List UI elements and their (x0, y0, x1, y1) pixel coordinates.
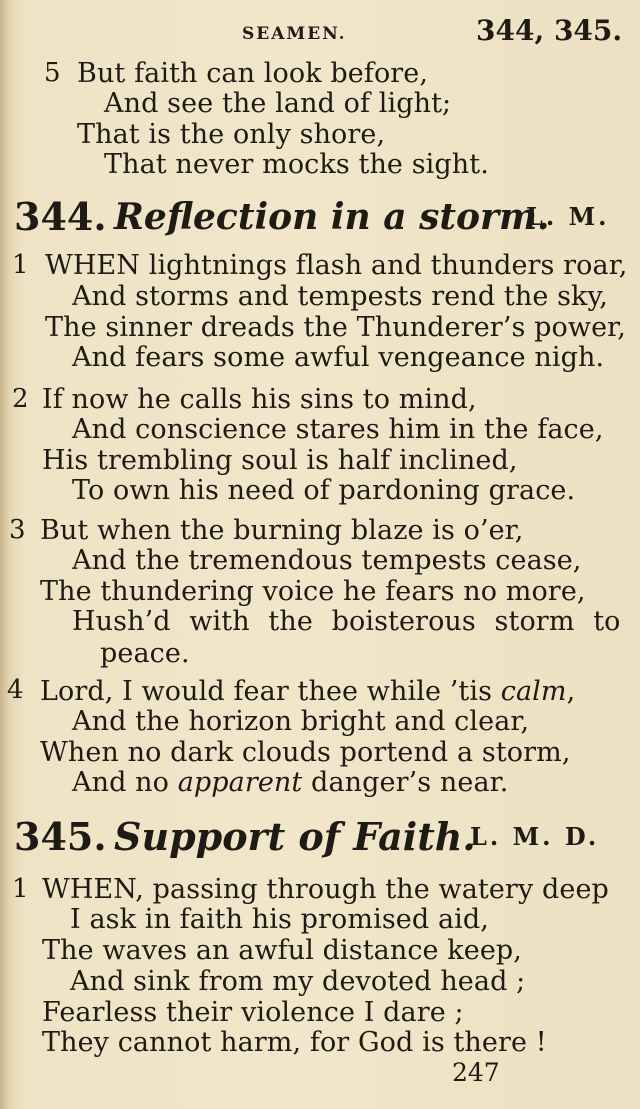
verse-text: , (566, 676, 576, 707)
verse-line: They cannot harm, for God is there ! (42, 1027, 547, 1058)
verse-line: To own his need of pardoning grace. (72, 475, 576, 506)
verse-line: That never mocks the sight. (104, 149, 489, 180)
verse-line: That is the only shore, (77, 119, 386, 150)
verse-line: The thundering voice he fears no more, (40, 576, 586, 607)
hymn-number: 344. (14, 194, 107, 239)
verse-line: And see the land of light; (104, 88, 452, 119)
verse-line: The sinner dreads the Thunderer’s power, (45, 312, 626, 343)
verse-line: WHEN, passing through the watery deep (42, 874, 609, 905)
verse-line: And the tremendous tempests cease, (72, 545, 582, 576)
verse-line: And the horizon bright and clear, (72, 706, 530, 737)
header-hymn-numbers: 344, 345. (476, 14, 623, 47)
verse-line: If now he calls his sins to mind, (42, 384, 477, 415)
stanza-number: 4 (7, 675, 24, 705)
verse-line: His trembling soul is half inclined, (42, 445, 518, 476)
verse-line: Hush’d with the boisterous storm to (72, 606, 621, 637)
running-title: SEAMEN. (242, 24, 347, 44)
verse-line: But faith can look before, (77, 58, 429, 89)
verse-line: peace. (100, 638, 190, 669)
verse-line: And storms and tempests rend the sky, (72, 281, 608, 312)
verse-line (72, 767, 508, 798)
verse-text: And no (72, 767, 178, 798)
stanza-number: 5 (44, 58, 61, 88)
stanza-number: 3 (9, 515, 26, 545)
verse-line (40, 676, 575, 707)
verse-line: And conscience stares him in the face, (72, 414, 604, 445)
verse-line: And sink from my devoted head ; (70, 966, 526, 997)
italic-word: apparent (177, 767, 303, 798)
hymn-meter: L. M. (526, 202, 610, 231)
verse-line: I ask in faith his promised aid, (70, 904, 489, 935)
verse-line: And fears some awful vengeance nigh. (72, 342, 605, 373)
verse-line: But when the burning blaze is o’er, (40, 515, 524, 546)
verse-line: WHEN lightnings flash and thunders roar, (45, 250, 628, 281)
verse-text: danger’s near. (302, 767, 509, 798)
verse-text: Lord, I would fear thee while ’tis (40, 676, 501, 707)
page-number: 247 (452, 1058, 500, 1087)
hymn-meter: L. M. D. (470, 822, 600, 851)
verse-line: The waves an awful distance keep, (42, 935, 522, 966)
verse-line: When no dark clouds portend a storm, (40, 737, 571, 768)
italic-word: calm (500, 676, 567, 707)
hymn-number: 345. (14, 814, 107, 859)
verse-line: Fearless their violence I dare ; (42, 997, 464, 1028)
stanza-number: 1 (12, 874, 29, 904)
stanza-number: 2 (12, 384, 29, 414)
hymn-title: Support of Faith. (114, 814, 476, 859)
hymn-title: Reflection in a storm. (114, 196, 550, 238)
stanza-number: 1 (12, 250, 29, 280)
